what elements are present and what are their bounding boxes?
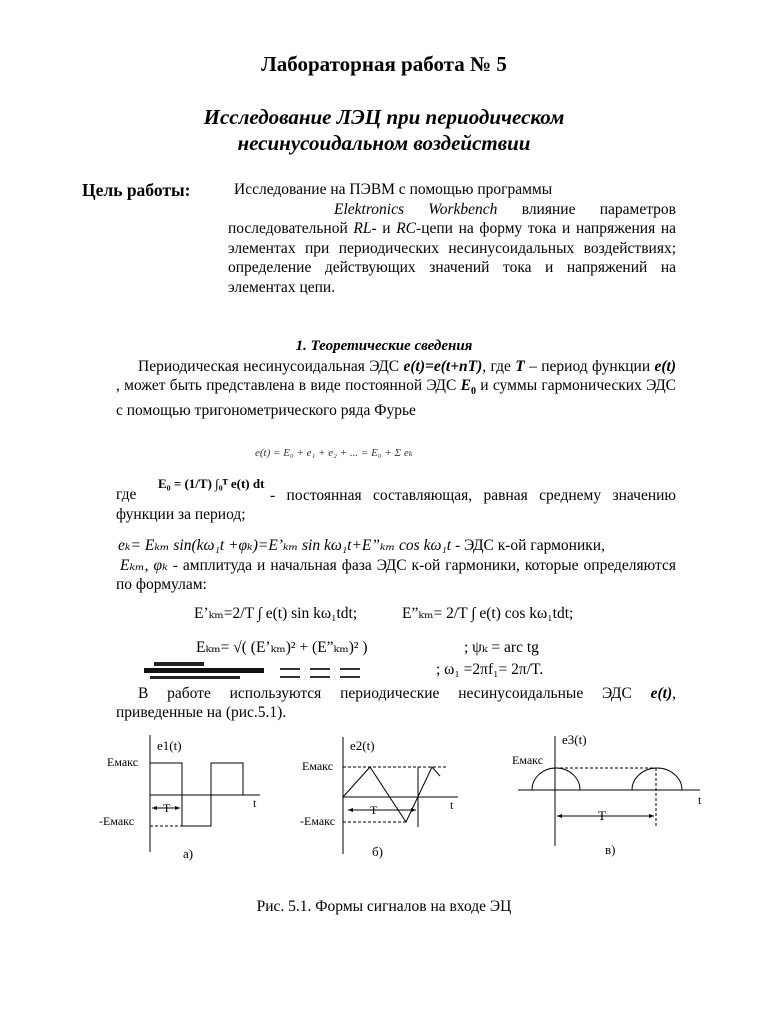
figure-a-t: t — [253, 796, 257, 810]
figure-c-period: T — [598, 808, 606, 823]
figure-c-half-sine — [508, 728, 708, 863]
figure-caption: Рис. 5.1. Формы сигналов на входе ЭЦ — [256, 898, 512, 915]
page-subtitle — [140, 104, 628, 156]
figure-b-letter: б) — [372, 844, 383, 859]
figure-b-period: T — [370, 803, 378, 817]
ek-line: eₖ= Eₖₘ sin(kω₁t +φₖ)=E’ₖₘ sin kω₁t+E”ₖₘ cos kω₁t - ЭДС к-ой гармоники, — [118, 537, 605, 554]
figure-a-letter: а) — [183, 846, 194, 861]
ekm-description: Eₖₘ, φₖ - амплитуда и начальная фаза ЭДС к-ой гармоники, которые определяются по формулам: — [116, 557, 676, 593]
e0-description: - постоянная составляющая, равная среднему значению функции за период; — [116, 487, 676, 523]
formula-e-prime: E’ₖₘ=2/T ∫ e(t) sin kω₁tdt; — [194, 605, 358, 622]
formula-ekm: Eₖₘ= √( (E’ₖₘ)² + (E”ₖₘ)² ) — [196, 639, 368, 656]
figure-b-ylabel: e2(t) — [350, 738, 375, 753]
page-title: Лабораторная работа № 5 — [261, 52, 507, 76]
e0-formula: E₀ = (1/T) ∫₀ᵀ e(t) dt — [158, 476, 265, 491]
section-heading: 1. Теоретические сведения — [295, 338, 473, 354]
garbled-formula-area — [140, 658, 440, 682]
figure-b-triangle-wave — [298, 732, 473, 867]
goal-body: Elektronics Workbench влияние параметров последовательной RL- и RC-цепи на форму тока и напряжения на элементах при периодических несинусоидальных воздействиях; определение действующих значений тока и напряжений на элементах цепи. — [228, 200, 677, 296]
figure-a-ylabel: e1(t) — [157, 738, 182, 753]
figure-a-emin: -Емакс — [99, 814, 135, 828]
figure-c-letter: в) — [605, 842, 616, 857]
figure-c-emax: Емакс — [512, 753, 544, 767]
figure-b-emax: Емакс — [302, 759, 334, 773]
where-label: где — [116, 486, 137, 503]
paragraph-signals: В работе используются периодические несинусоидальные ЭДС e(t), приведенные на (рис.5.1). — [116, 685, 676, 721]
formula-e-double-prime: E”ₖₘ= 2/T ∫ e(t) cos kω₁tdt; — [402, 605, 574, 622]
figure-b-t: t — [450, 798, 454, 812]
figure-c-t: t — [698, 793, 702, 807]
figure-a-emax: Емакс — [107, 755, 139, 769]
goal-label: Цель работы: — [82, 180, 191, 200]
figure-a-square-wave — [95, 730, 275, 865]
subtitle-line-1: Исследование ЛЭЦ при периодическом — [203, 105, 565, 129]
goal-line-1: Исследование на ПЭВМ с помощью программы — [234, 181, 553, 198]
formula-omega: ; ω₁ =2πf₁= 2π/T. — [436, 661, 544, 678]
fourier-formula: e(t) = E₀ + e₁ + e₂ + ... = E₀ + Σ eₖ — [255, 447, 413, 459]
figure-a-period: T — [163, 801, 171, 815]
figure-b-emin: -Емакс — [300, 814, 336, 828]
subtitle-line-2: несинусоидальном воздействии — [237, 131, 531, 155]
goal-text — [228, 180, 676, 297]
formula-psi: ; ψₖ = arc tg — [464, 639, 539, 656]
software-name: Elektronics Workbench — [334, 200, 498, 218]
figure-c-ylabel: e3(t) — [562, 732, 587, 747]
paragraph-fourier: Периодическая несинусоидальная ЭДС e(t)=e(t+nT), где T – период функции e(t) , может быть представлена в виде постоянной ЭДС $E_0$ и суммы гармонических ЭДС с помощью тригонометрического ряда Фурье — [116, 358, 676, 420]
